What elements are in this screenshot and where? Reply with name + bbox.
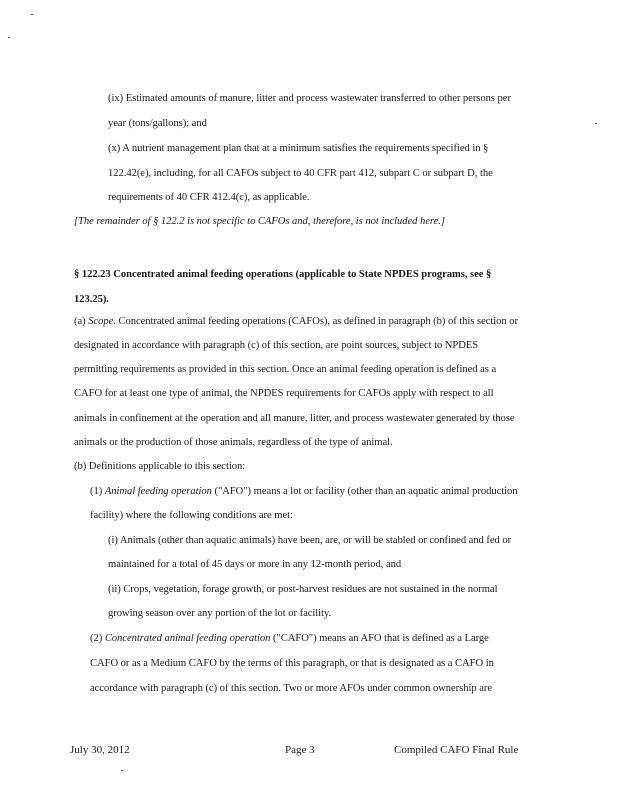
body-line: CAFO for at least one type of animal, the NPDES requirements for CAFOs apply with respect to all	[74, 388, 494, 399]
body-line: (i) Animals (other than aquatic animals) have been, are, or will be stabled or confined and fed or	[108, 535, 512, 546]
scan-speck	[31, 14, 33, 15]
body-line: (x) A nutrient management plan that at a minimum satisfies the requirements specified in §	[108, 143, 489, 154]
text-run: ("CAFO") means an AFO that is defined as a Large	[270, 633, 489, 644]
paragraph-a-first-line	[74, 315, 518, 328]
body-line: growing season over any portion of the lot or facility.	[108, 608, 332, 619]
footer-page-number: Page 3	[285, 744, 315, 756]
scan-speck	[121, 770, 123, 771]
text-run: (2)	[90, 633, 105, 644]
body-line: (ix) Estimated amounts of manure, litter and process wastewater transferred to other persons per	[108, 93, 511, 104]
body-line: requirements of 40 CFR 412.4(c), as applicable.	[108, 192, 310, 203]
editorial-note: [The remainder of § 122.2 is not specific to CAFOs and, therefore, is not included here.]	[74, 216, 445, 227]
scope-term: Scope	[88, 316, 114, 327]
section-heading-cont: 123.25).	[74, 294, 109, 305]
text-run: (a)	[74, 316, 89, 327]
definition-afo	[90, 485, 518, 498]
definition-cafo	[90, 632, 489, 645]
text-run: . Concentrated animal feeding operations (CAFOs), as defined in paragraph (b) of this section or	[113, 316, 518, 327]
footer-date: July 30, 2012	[70, 744, 130, 756]
body-line: facility) where the following conditions are met:	[90, 510, 293, 521]
scan-speck	[595, 123, 597, 124]
body-line: CAFO or as a Medium CAFO by the terms of this paragraph, or that is designated as a CAFO in	[90, 658, 494, 669]
body-line: permitting requirements as provided in this section. Once an animal feeding operation is defined as a	[74, 364, 497, 375]
body-line: designated in accordance with paragraph (c) of this section, are point sources, subject to NPDES	[74, 340, 479, 351]
cafo-term: Concentrated animal feeding operation	[104, 633, 271, 644]
body-line: animals or the production of those animals, regardless of the type of animal.	[74, 437, 393, 448]
scan-speck	[8, 37, 10, 38]
section-heading: § 122.23 Concentrated animal feeding operations (applicable to State NPDES programs, see §	[74, 269, 492, 280]
body-line: 122.42(e), including, for all CAFOs subject to 40 CFR part 412, subpart C or subpart D, the	[108, 168, 493, 179]
text-run: ("AFO") means a lot or facility (other than an aquatic animal production	[211, 486, 518, 497]
body-line: accordance with paragraph (c) of this section. Two or more AFOs under common ownership are	[90, 683, 493, 694]
text-run: (1)	[90, 486, 105, 497]
footer-title: Compiled CAFO Final Rule	[394, 744, 519, 756]
afo-term: Animal feeding operation	[104, 486, 212, 497]
body-line: animals in confinement at the operation and all manure, litter, and process wastewater generated by those	[74, 413, 515, 424]
body-line: year (tons/gallons); and	[108, 118, 207, 129]
paragraph-b-heading: (b) Definitions applicable to this section:	[74, 461, 246, 472]
body-line: (ii) Crops, vegetation, forage growth, or post-harvest residues are not sustained in the normal	[108, 584, 498, 595]
body-line: maintained for a total of 45 days or more in any 12-month period, and	[108, 559, 402, 570]
